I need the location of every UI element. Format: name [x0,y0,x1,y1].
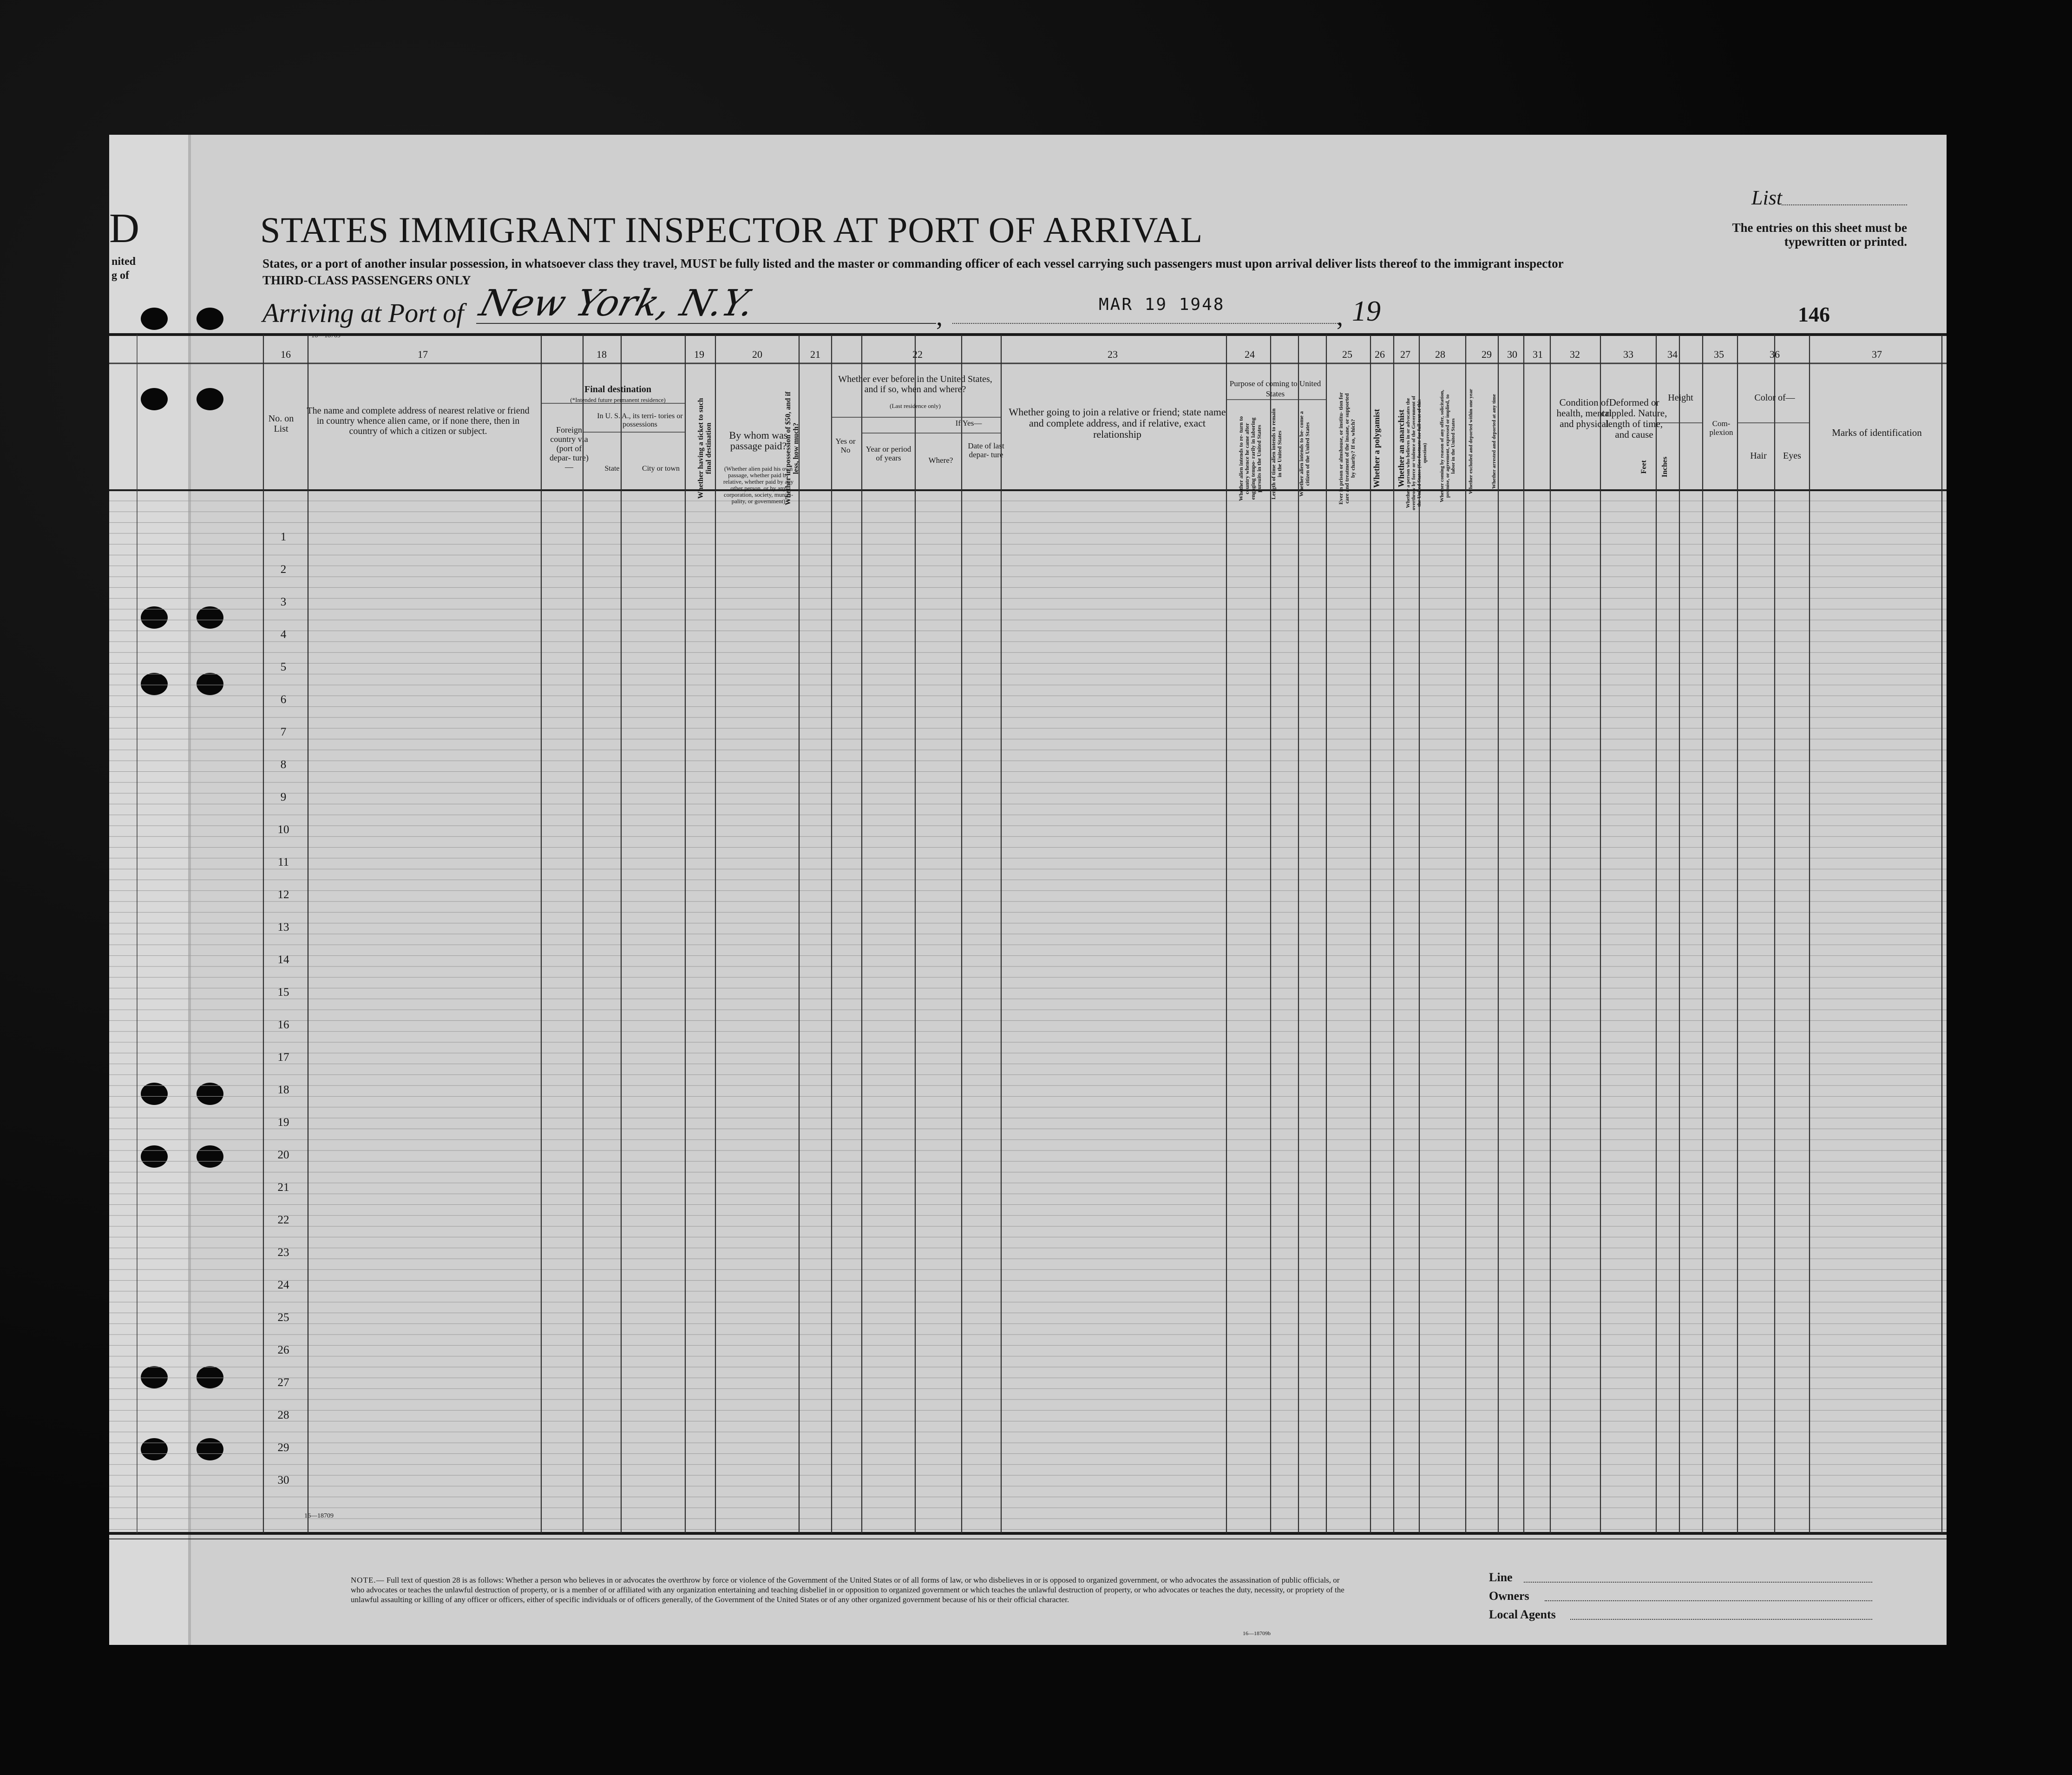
column-number: 31 [1533,348,1543,360]
header-city-or-town: City or town [642,465,680,473]
header-state: State [604,465,620,473]
header-excluded: Whether excluded and deported within one year [1468,388,1474,494]
header-contract-labor: Whether coming by reason of any offer, solicitation, promise, or agreement, expressed or implied, to labor in the United States [1439,389,1456,503]
header-overthrow: Whether a person who believes in or advocates the overthrow by force or violence of the Government of the United States (See footnote for full text of this question) [1405,395,1428,511]
header-ticket: Whether having a ticket to such final destination [697,398,713,499]
row-number: 24 [277,1279,289,1291]
year-prefix: 19 [1352,296,1381,327]
header-join-relative: Whether going to join a relative or friend; state name and complete address, and if relative, exact relationship [1009,406,1226,440]
column-number: 33 [1623,348,1633,360]
row-number: 29 [277,1441,289,1454]
row-number: 12 [277,888,289,901]
column-number: 28 [1435,348,1445,360]
row-number: 25 [277,1311,289,1324]
header-ever-before: Whether ever before in the United States, and if so, when and where? [838,374,992,394]
row-number: 5 [280,661,287,673]
column-number: 17 [418,348,428,360]
column-number: 23 [1108,348,1118,360]
column-number: 21 [810,348,820,360]
header-passage-paid-note: (Whether alien paid his own passage, whether paid by relative, whether paid by any other person, or by any corporation, society, munici- pality, or government) [723,465,794,505]
left-fragment-letter: D [109,205,139,251]
row-number: 11 [277,856,289,868]
row-number: 27 [277,1376,289,1389]
line-field[interactable] [1524,1582,1872,1583]
column-number: 16 [281,348,291,360]
left-fragment-line2: g of [111,270,129,282]
footnote [351,1575,1350,1604]
page-title: STATES IMMIGRANT INSPECTOR AT PORT OF ARRIVAL [260,210,1203,250]
header-purpose-sub2: Length of time alien intends to remain in the United States [1270,408,1283,500]
header-fifty-dollars: Whether in possession of $50, and if less, how much? [784,391,800,506]
list-label: List [1751,186,1783,209]
header-last-residence: (Last residence only) [890,402,941,409]
row-number: 21 [277,1181,289,1194]
header-feet: Feet [1640,460,1648,474]
owners-label: Owners [1489,1589,1529,1603]
row-number: 18 [277,1084,289,1096]
header-anarchist: Whether an anarchist [1397,409,1406,487]
column-number: 24 [1245,348,1255,360]
header-yes-or-no: Yes or No [835,437,856,454]
row-number: 22 [277,1214,289,1226]
header-prison: Ever in prison or almshouse, or institu- tion for care and treatment of the insane, or supported by charity? If so, which? [1338,392,1356,505]
column-number: 25 [1342,348,1352,360]
left-fragment-line1: nited [111,256,136,268]
header-marks: Marks of identification [1832,427,1922,438]
row-number: 26 [277,1344,289,1356]
column-number: 30 [1507,348,1517,360]
column-number: 26 [1375,348,1385,360]
row-number: 13 [277,921,289,934]
column-number: 32 [1570,348,1580,360]
row-number: 9 [280,791,287,803]
column-number: 34 [1667,348,1678,360]
manifest-table-grid [109,135,1947,1645]
header-date-last-departure: Date of last depar- ture [968,441,1004,459]
row-number: 10 [277,823,289,836]
header-inches: Inches [1661,456,1669,478]
header-hair: Hair [1750,451,1767,461]
header-foreign-country: Foreign country via (port of depar- ture)— [549,425,589,472]
header-complexion: Com- plexion [1709,419,1733,437]
row-number: 30 [277,1474,289,1486]
footnote-label: NOTE.— [351,1576,385,1584]
row-number: 6 [280,693,287,706]
column-number: 18 [597,348,607,360]
form-code-bottom: 16—18709 [304,1512,334,1519]
header-condition: Condition of health, mental and physical [1556,397,1612,429]
line-label: Line [1489,1571,1513,1584]
comma: , [936,302,943,331]
row-number: 17 [277,1051,289,1064]
local-agents-label: Local Agents [1489,1608,1556,1621]
header-arrested: Whether arrested and deported at any time [1491,394,1497,489]
header-year-period: Year or period of years [866,445,911,462]
owners-field[interactable] [1545,1600,1872,1601]
entries-note: The entries on this sheet must be typewritten or printed. [1732,221,1907,249]
header-eyes: Eyes [1783,451,1801,461]
column-number: 35 [1714,348,1724,360]
manifest-sheet [109,135,1947,1645]
row-number: 7 [280,726,287,738]
column-number: 19 [694,348,704,360]
header-polygamist: Whether a polygamist [1372,409,1381,488]
row-number: 16 [277,1019,289,1031]
form-code-footnote: 16—18709b [1243,1630,1271,1637]
port-handwritten: New York, N.Y. [475,283,759,324]
header-color-of: Color of— [1754,393,1795,403]
form-code-top: 16—18709 [311,332,341,339]
footnote-text: Full text of question 28 is as follows: Whether a person who believes in or advocates the overthrow by force or violence of the Government of the United States or of all forms of law, or who disbelieves in or is opposed to organized government, or who advocates the assassination of public officials, or who advocates or teaches the unlawful destruction of property, or is a member of or affiliated with any organization entertaining and teaching disbelief in or opposition to organized government or which teaches the unlawful destruction of property, or who advocates or teaches the duty, necessity, or propriety of the unlawful assaulting or killing of any officer or officers, either of specific individuals or of officers generally, of the Government of the United States or of any other organized government because of his or their official character. [351,1576,1344,1604]
column-number: 29 [1482,348,1492,360]
header-nearest-relative: The name and complete address of nearest relative or friend in country whence alien came, or if none there, then in country of which a citizen or subject. [307,406,530,436]
header-final-destination: Final destination [584,384,651,394]
passenger-class: THIRD-CLASS PASSENGERS ONLY [262,273,471,287]
instructions: States, or a port of another insular possession, in whatsoever class they travel, MUST be fully listed and the master or commanding officer of each vessel carrying such passengers must upon arrival deliver lists thereof to the immigrant inspector [262,256,1564,270]
local-agents-field[interactable] [1570,1619,1872,1620]
header-if-yes: If Yes— [955,419,982,427]
header-deformed: Deformed or crippled. Nature, length of time, and cause [1601,397,1667,440]
column-number: 37 [1872,348,1882,360]
row-number: 1 [280,531,287,543]
header-no-on-list: No. on List [268,414,294,434]
header-final-destination-note: (*Intended future permanent residence) [570,396,666,403]
row-number: 3 [280,596,287,608]
header-where: Where? [928,456,953,465]
comma: , [1337,302,1343,331]
header-passage-paid: By whom was passage paid? [729,429,788,452]
column-number: 22 [912,348,923,360]
row-number: 20 [277,1149,289,1161]
column-number: 20 [752,348,762,360]
column-number: 27 [1400,348,1410,360]
header-purpose-sub1: Whether alien intends to re- turn to country whence he came after engaging tempo- rarily in laboring pursuits in the United States [1238,416,1262,501]
row-number: 4 [280,628,287,641]
header-purpose: Purpose of coming to United States [1229,379,1321,398]
arriving-label: Arriving at Port of [262,298,464,328]
row-number: 2 [280,563,287,576]
header-purpose-sub3: Whether alien intends to be- come a citizen of the United States [1298,411,1311,497]
date-stamp: MAR 19 1948 [1099,295,1225,314]
sheet-number: 146 [1798,302,1830,326]
row-number: 8 [280,758,287,771]
column-number: 36 [1770,348,1780,360]
header-in-usa: In U. S. A., its terri- tories or possessions [597,412,683,428]
header-height: Height [1668,393,1693,403]
row-number: 19 [277,1116,289,1129]
row-number: 14 [277,953,289,966]
row-number: 23 [277,1246,289,1259]
row-number: 28 [277,1409,289,1421]
row-number: 15 [277,986,289,999]
